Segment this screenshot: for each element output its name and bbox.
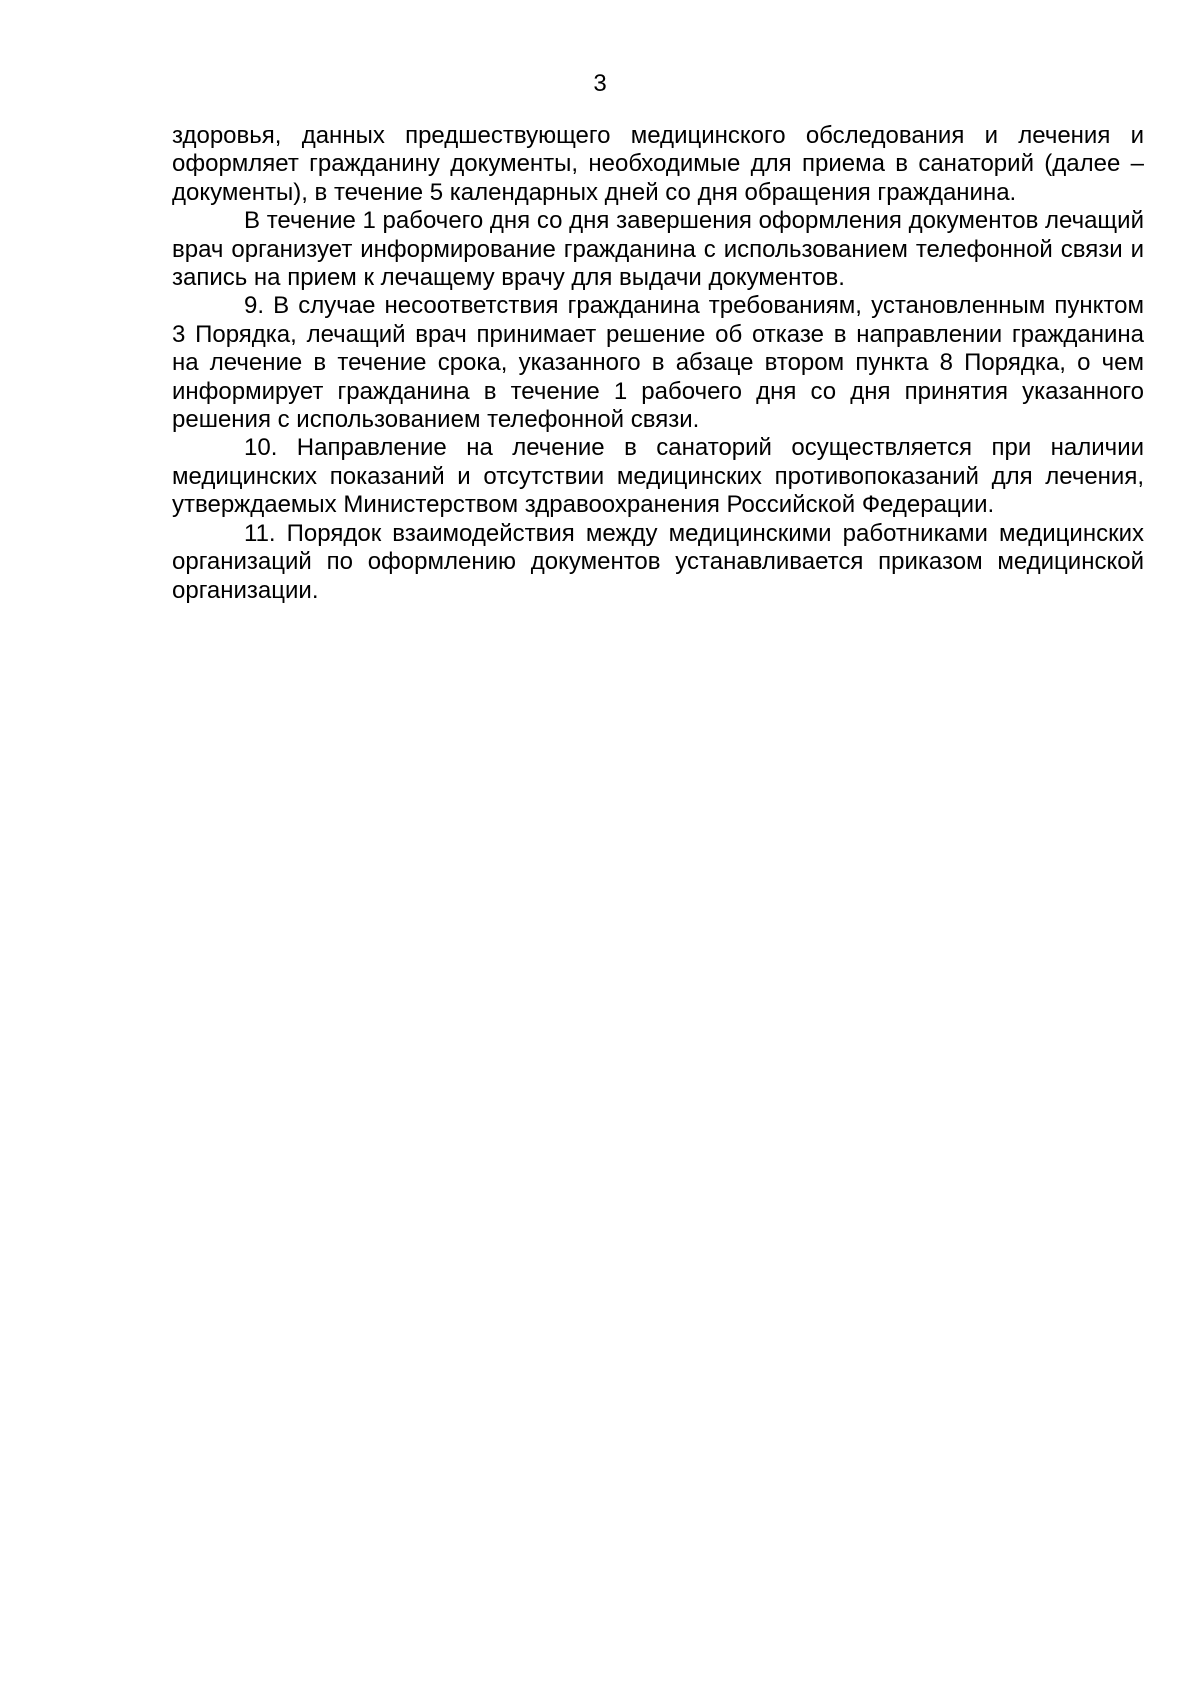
paragraph-item-11: 11. Порядок взаимодействия между медицинскими работниками медицинских организаций по оформлению документов устанавливается приказом медицинской организации.: [172, 519, 1144, 604]
paragraph-item-9: 9. В случае несоответствия гражданина требованиям, установленным пунктом 3 Порядка, лечащий врач принимает решение об отказе в направлении гражданина на лечение в течение срока, указанного в абзаце втором пункта 8 Порядка, о чем информирует гражданина в течение 1 рабочего дня со дня принятия указанного решения с использованием телефонной связи.: [172, 292, 1144, 434]
page-number: 3: [593, 70, 607, 97]
paragraph-documents-notification: В течение 1 рабочего дня со дня завершения оформления документов лечащий врач организует информирование гражданина с использованием телефонной связи и запись на прием к лечащему врачу для выдачи документов.: [172, 207, 1144, 292]
document-body: [172, 122, 1144, 605]
paragraph-item-10: 10. Направление на лечение в санаторий осуществляется при наличии медицинских показаний и отсутствии медицинских противопоказаний для лечения, утверждаемых Министерством здравоохранения Российской Федерации.: [172, 434, 1144, 519]
paragraph-continuation: здоровья, данных предшествующего медицинского обследования и лечения и оформляет гражданину документы, необходимые для приема в санаторий (далее – документы), в течение 5 календарных дней со дня обращения гражданина.: [172, 122, 1144, 206]
